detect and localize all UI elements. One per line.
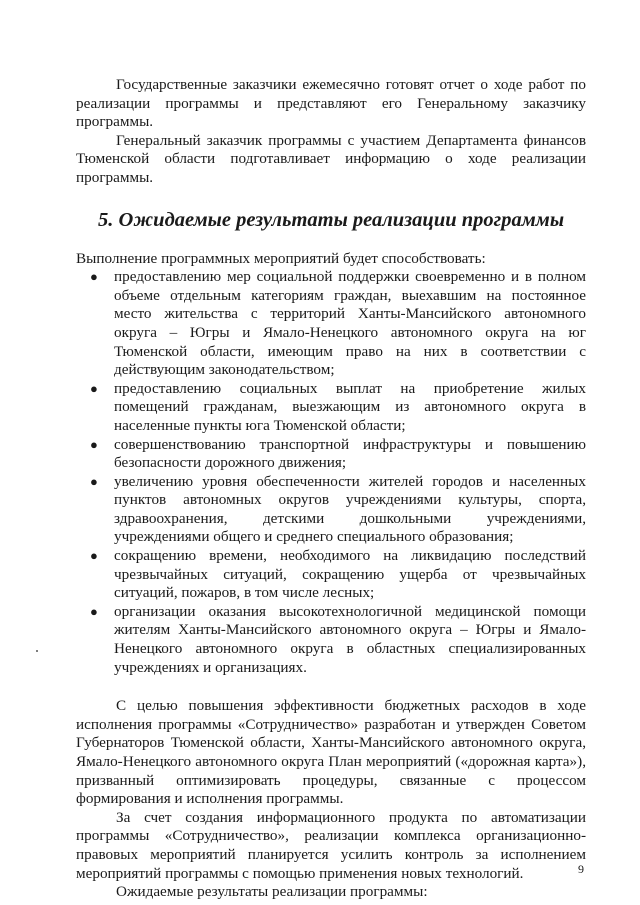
bullet-dot-icon: ● (90, 548, 98, 564)
document-page (76, 76, 586, 902)
paragraph-reporting: Государственные заказчики ежемесячно готовят отчет о ходе работ по реализации программы и представляют его Генеральному заказчику программы. (76, 76, 586, 131)
list-item: ● сокращению времени, необходимого на ликвидацию последствий чрезвычайных ситуаций, сокращению ущерба от чрезвычайных ситуаций, пожаров, в том числе лесных; (90, 547, 586, 602)
paragraph-general-customer: Генеральный заказчик программы с участием Департамента финансов Тюменской области подготавливает информацию о ходе реализации программы. (76, 131, 586, 186)
bullet-dot-icon: ● (90, 436, 98, 452)
scan-artifact-dot (36, 650, 38, 652)
list-item: ● совершенствованию транспортной инфраструктуры и повышению безопасности дорожного движения; (90, 435, 586, 472)
lead-text: Выполнение программных мероприятий будет способствовать: (76, 249, 486, 267)
results-bullet-list (76, 268, 586, 677)
list-item: ● увеличению уровня обеспеченности жителей городов и населенных пунктов автономных округов учреждениями культуры, спорта, здравоохранения, детскими дошкольными учреждениями, учреждениями общего и среднего специального образования; (90, 472, 586, 546)
paragraph-expected-results: Ожидаемые результаты реализации программы: (116, 883, 428, 901)
bullet-dot-icon: ● (90, 269, 98, 285)
paragraph-automation: За счет создания информационного продукта по автоматизации программы «Сотрудничество», реализации комплекса организационно-правовых мероприятий планируется усилить контроль за исполнением мероприятий программы с помощью применения новых технологий. (76, 808, 586, 882)
page-number: 9 (578, 862, 584, 876)
list-item: ● организации оказания высокотехнологичной медицинской помощи жителям Ханты-Мансийского автономного округа – Югры и Ямало-Ненецкого автономного округа в областных специализированных учреждениях и организациях. (90, 602, 586, 676)
section-heading: 5. Ожидаемые результаты реализации программы (97, 208, 565, 231)
spacer (76, 677, 586, 697)
bullet-dot-icon: ● (90, 603, 98, 619)
paragraph-road-map: С целью повышения эффективности бюджетных расходов в ходе исполнения программы «Сотрудничество» разработан и утвержден Советом Губернаторов Тюменской области, Ханты-Мансийского автономного округа, Ямало-Ненецкого автономного округа План мероприятий («дорожная карта»), призванный оптимизировать процедуры, связанные с процессом формирования и исполнения программы. (76, 697, 586, 808)
list-item: ● предоставлению социальных выплат на приобретение жилых помещений гражданам, выезжающим из автономного округа в населенные пункты юга Тюменской области; (90, 379, 586, 434)
bullet-dot-icon: ● (90, 473, 98, 489)
list-item: ● предоставлению мер социальной поддержки своевременно и в полном объеме отдельным категориям граждан, выехавшим на постоянное место жительства с территорий Ханты-Мансийского автономного округа – Югры и Ямало-Ненецкого автономного округа на юг Тюменской области, имеющим право на них в соответствии с действующим законодательством; (90, 268, 586, 379)
bullet-dot-icon: ● (90, 380, 98, 396)
